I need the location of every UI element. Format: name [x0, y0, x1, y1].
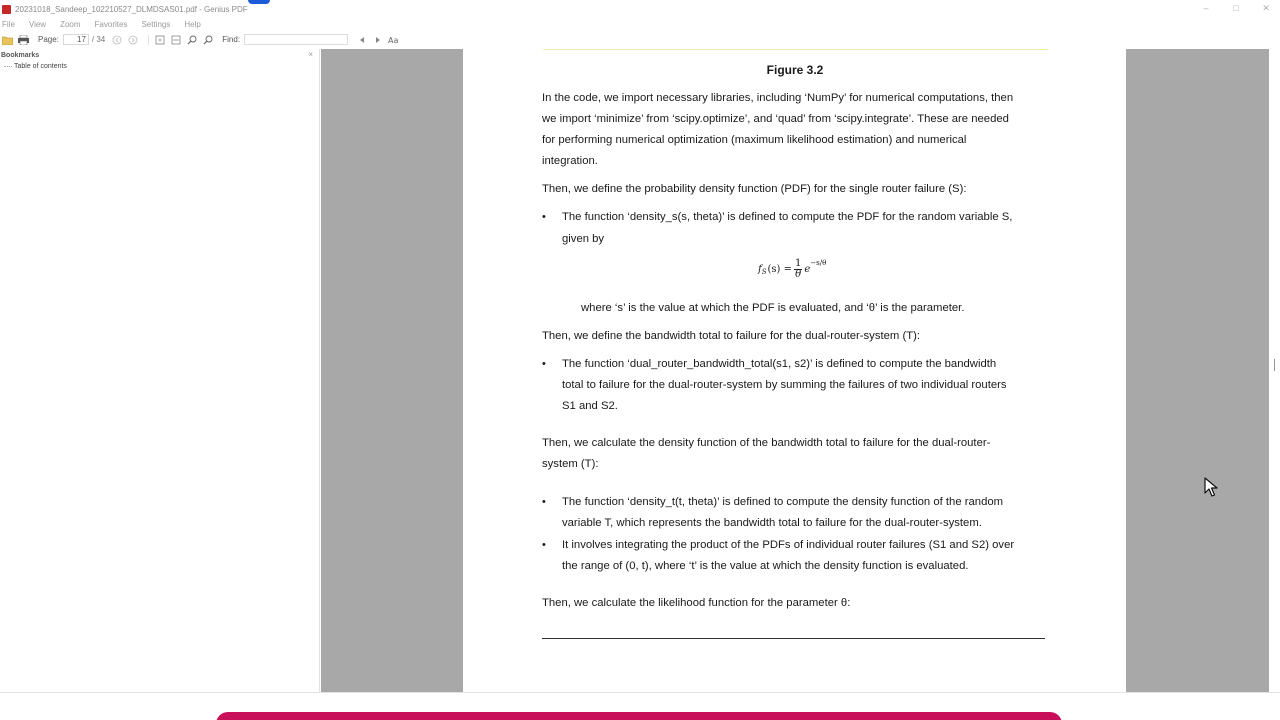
bullet-item: • The function ‘density_t(t, theta)’ is defined to compute the density function of the random — [562, 492, 1048, 513]
window-controls — [1200, 3, 1272, 13]
bullet-item: • It involves integrating the product of the PDFs of individual router failures (S1 and S2) over — [562, 535, 1048, 556]
close-button[interactable]: ✕ — [1262, 3, 1270, 13]
pdf-page — [463, 49, 1126, 692]
formula-numerator: 1 — [795, 258, 802, 269]
paragraph-line: system (T): — [542, 458, 599, 470]
fit-width-icon[interactable] — [170, 34, 181, 45]
zoom-in-icon[interactable] — [186, 34, 197, 45]
find-input[interactable] — [244, 34, 348, 45]
menu-favorites[interactable]: Favorites — [94, 20, 128, 29]
menu-file[interactable]: File — [2, 20, 15, 29]
formula-sub: S — [761, 268, 767, 276]
window-title: 20231018_Sandeep_102210527_DLMDSAS01.pdf - Genius PDF — [15, 4, 248, 14]
minimize-button[interactable]: – — [1203, 3, 1209, 13]
app-logo-icon — [2, 5, 11, 14]
paragraph-line: In the code, we import necessary libraries, including ‘NumPy’ for numerical computations, then — [542, 92, 1014, 104]
toolbar — [0, 31, 1280, 48]
toolbar-separator — [148, 35, 149, 45]
match-case-icon[interactable] — [388, 34, 399, 45]
paragraph-line: Then, we define the probability density function (PDF) for the single router failure (S): — [542, 183, 967, 195]
menu-settings[interactable]: Settings — [141, 20, 171, 29]
menu-help[interactable]: Help — [184, 20, 201, 29]
zoom-out-icon[interactable] — [202, 34, 213, 45]
vertical-scrollbar[interactable] — [1269, 49, 1280, 692]
print-icon[interactable] — [18, 34, 29, 45]
paragraph-line: for performing numerical optimization (maximum likelihood estimation) and numerical — [542, 134, 967, 146]
prev-page-icon[interactable] — [111, 34, 122, 45]
paragraph-line: Then, we calculate the density function of the bandwidth total to failure for the dual-router- — [542, 437, 991, 449]
next-page-icon[interactable] — [127, 34, 138, 45]
paragraph-line: Then, we calculate the likelihood function for the parameter θ: — [542, 597, 851, 609]
bottom-bar — [0, 692, 1280, 720]
page-number-input[interactable]: 17 — [63, 34, 89, 45]
formula-denominator: θ — [795, 269, 802, 280]
bullet-continuation: given by — [562, 233, 605, 245]
mouse-cursor-icon — [1204, 477, 1218, 497]
bullet-continuation: S1 and S2. — [562, 400, 618, 412]
svg-text:Aa: Aa — [388, 35, 399, 45]
formula-exponent: −s/θ — [810, 259, 827, 267]
page-total: / 34 — [91, 35, 106, 44]
pdf-formula — [758, 259, 826, 280]
find-prev-icon[interactable] — [356, 34, 367, 45]
paragraph-line: we import ‘minimize’ from ‘scipy.optimize’, and ‘quad’ from ‘scipy.integrate’. These are needed — [542, 113, 1009, 125]
paragraph-line: Then, we define the bandwidth total to failure for the dual-router-system (T): — [542, 330, 921, 342]
bottom-accent-shape — [216, 712, 1062, 720]
bullet-item: • The function ‘density_s(s, theta)’ is defined to compute the PDF for the random variable S, — [562, 207, 1048, 228]
bookmarks-title: Bookmarks — [1, 51, 40, 59]
formula-fraction — [794, 259, 802, 280]
maximize-button[interactable]: □ — [1233, 3, 1239, 13]
find-next-icon[interactable] — [372, 34, 383, 45]
horizontal-rule — [542, 638, 1045, 639]
title-bar — [0, 0, 1280, 18]
figure-caption: Figure 3.2 — [766, 63, 824, 77]
page-label: Page: — [38, 35, 59, 44]
menu-view[interactable]: View — [28, 20, 47, 29]
document-viewer[interactable] — [321, 49, 1269, 692]
find-label: Find: — [222, 35, 241, 44]
paragraph-line: integration. — [542, 155, 598, 167]
formula-description: where ‘s’ is the value at which the PDF is evaluated, and ‘θ’ is the parameter. — [581, 302, 965, 314]
scrollbar-thumb[interactable] — [1274, 359, 1275, 371]
bullet-item: • The function ‘dual_router_bandwidth_total(s1, s2)’ is defined to compute the bandwidth — [562, 354, 1048, 375]
bullet-continuation: total to failure for the dual-router-system by summing the failures of two individual routers — [562, 379, 1007, 391]
fit-page-icon[interactable] — [154, 34, 165, 45]
open-folder-icon[interactable] — [2, 34, 13, 45]
formula-e: e — [804, 264, 811, 275]
close-panel-icon[interactable]: × — [308, 50, 313, 59]
page-top-highlight — [543, 49, 1048, 50]
bullet-continuation: the range of (0, t), where ‘t’ is the value at which the density function is evaluated. — [562, 560, 969, 572]
bookmark-table-of-contents[interactable]: Table of contents — [0, 61, 319, 72]
bullet-continuation: variable T, which represents the bandwidth total to failure for the dual-router-system. — [562, 517, 982, 529]
bookmarks-panel — [0, 49, 320, 692]
bookmarks-header — [0, 49, 319, 61]
menu-bar — [0, 18, 215, 31]
menu-zoom[interactable]: Zoom — [60, 20, 81, 29]
brand-accent — [248, 0, 270, 4]
formula-arg: (s) = — [767, 264, 792, 275]
formula-f: f — [758, 264, 762, 275]
